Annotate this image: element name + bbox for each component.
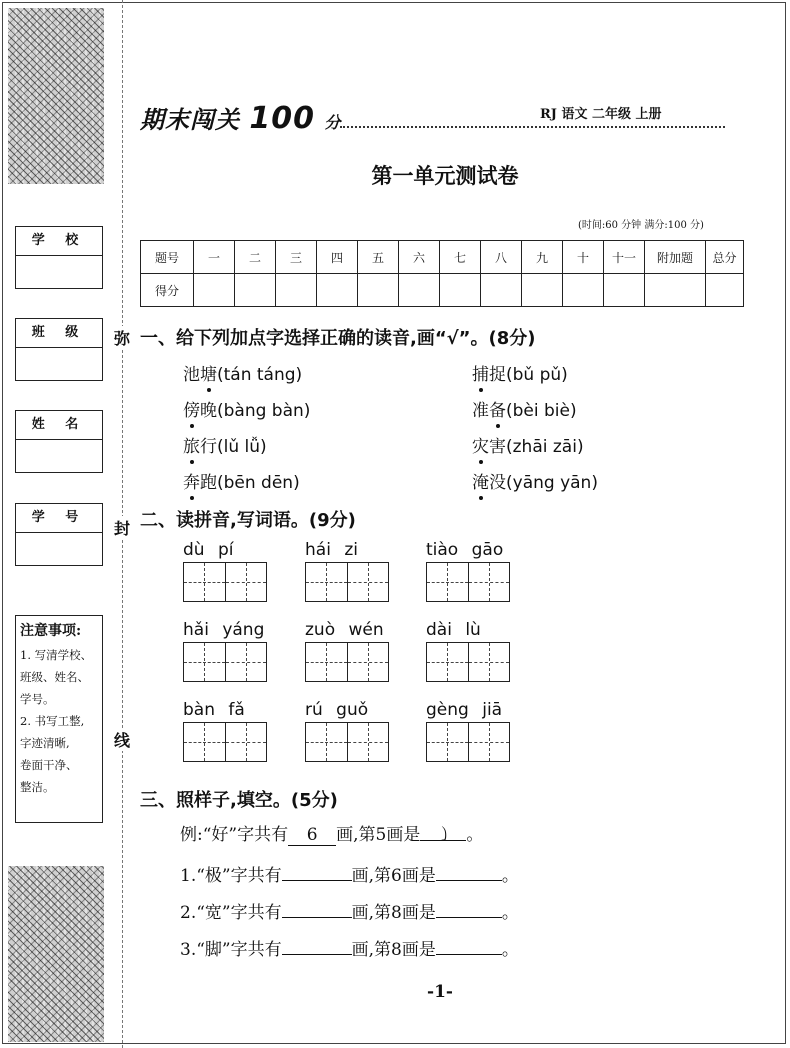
student-id-label: 学 号 (16, 504, 102, 533)
pinyin-label: gèng jiā (426, 700, 503, 720)
pinyin-label: tiào gāo (426, 540, 504, 560)
score-cell[interactable] (317, 274, 358, 307)
example-mid: 画,第5画是 (336, 825, 421, 845)
score-header-cell: 三 (276, 241, 317, 274)
writing-grid[interactable] (305, 642, 389, 682)
pronunciation-item (472, 360, 568, 385)
pinyin-options[interactable]: (yāng yān) (506, 473, 598, 493)
dotted-char: 奔 (183, 468, 200, 493)
dotted-char: 旅 (183, 432, 200, 457)
pinyin-options[interactable]: (tán táng) (217, 365, 303, 385)
score-cell[interactable] (706, 274, 744, 307)
school-field[interactable] (15, 226, 103, 289)
seal-char-xian: 线 (112, 728, 132, 751)
stroke-blank[interactable] (436, 934, 502, 955)
score-header-cell: 附加题 (645, 241, 706, 274)
pinyin-word (426, 700, 510, 762)
score-header-cell: 八 (481, 241, 522, 274)
score-cell[interactable] (604, 274, 645, 307)
edition-label: RJ 语文 二年级 上册 (540, 107, 662, 122)
score-header-cell: 五 (358, 241, 399, 274)
score-cell[interactable] (358, 274, 399, 307)
pinyin-label: zuò wén (305, 620, 384, 640)
score-cell[interactable] (645, 274, 706, 307)
pinyin-word (183, 540, 267, 602)
fill-pre: 2.“宽”字共有 (180, 903, 282, 923)
dotted-char: 捕 (472, 360, 489, 385)
pinyin-word (305, 700, 389, 762)
score-cell[interactable] (194, 274, 235, 307)
fill-mid: 画,第8画是 (351, 940, 436, 960)
notes-line: 1. 写清学校、 (20, 648, 93, 662)
fill-end: 。 (501, 903, 519, 923)
score-cell[interactable] (276, 274, 317, 307)
pinyin-word (305, 540, 389, 602)
decorative-pattern-bottom (8, 866, 104, 1042)
pinyin-word (183, 700, 267, 762)
score-header-cell: 二 (235, 241, 276, 274)
class-blank[interactable] (16, 348, 102, 380)
item-char: 跑 (200, 473, 217, 493)
notes-line: 卷面干净、 (20, 758, 78, 772)
section3-heading: 三、照样子,填空。(5分) (140, 790, 338, 811)
seal-char-feng: 封 (112, 516, 132, 539)
class-label: 班 级 (16, 319, 102, 348)
section2-heading: 二、读拼音,写词语。(9分) (140, 510, 356, 531)
fill-line (180, 934, 519, 960)
writing-grid[interactable] (305, 562, 389, 602)
stroke-blank[interactable] (436, 897, 502, 918)
pronunciation-item (183, 468, 300, 493)
score-cell[interactable] (440, 274, 481, 307)
seal-char-mi: 弥 (112, 326, 132, 349)
class-field[interactable] (15, 318, 103, 381)
pinyin-options[interactable]: (bǔ pǔ) (506, 365, 568, 385)
example-line (180, 820, 483, 846)
time-info: (时间:60 分钟 满分:100 分) (578, 220, 704, 231)
score-table-score-row (141, 274, 744, 307)
name-field[interactable] (15, 410, 103, 473)
stroke-count-blank[interactable] (282, 860, 352, 881)
fill-end: 。 (501, 866, 519, 886)
pronunciation-item (472, 468, 598, 493)
score-header-cell: 题号 (141, 241, 194, 274)
pinyin-word (305, 620, 389, 682)
writing-grid[interactable] (183, 722, 267, 762)
school-label: 学 校 (16, 227, 102, 256)
decorative-pattern-top (8, 8, 104, 184)
score-header-cell: 四 (317, 241, 358, 274)
student-id-blank[interactable] (16, 533, 102, 565)
name-label: 姓 名 (16, 411, 102, 440)
dotted-char: 塘 (200, 360, 217, 385)
fill-mid: 画,第8画是 (351, 903, 436, 923)
score-cell[interactable] (481, 274, 522, 307)
page-number: -1- (427, 982, 453, 1002)
pinyin-label: hái zi (305, 540, 358, 560)
pinyin-options[interactable]: (lǔ lǚ) (217, 437, 267, 457)
score-row-label: 得分 (141, 274, 194, 307)
pinyin-options[interactable]: (bàng bàn) (217, 401, 311, 421)
fill-end: 。 (501, 940, 519, 960)
score-header-cell: 六 (399, 241, 440, 274)
pinyin-options[interactable]: (bèi biè) (506, 401, 577, 421)
writing-grid[interactable] (426, 642, 510, 682)
pronunciation-item (472, 396, 577, 421)
pronunciation-item (183, 360, 302, 385)
notes-line: 字迹清晰, (20, 736, 70, 750)
score-cell[interactable] (399, 274, 440, 307)
pinyin-label: dài lù (426, 620, 481, 640)
writing-grid[interactable] (426, 562, 510, 602)
pinyin-options[interactable]: (zhāi zāi) (506, 437, 584, 457)
score-header-cell: 总分 (706, 241, 744, 274)
example-end: 。 (466, 825, 484, 845)
pinyin-word (426, 620, 510, 682)
dotted-char: 傍 (183, 396, 200, 421)
section1-heading: 一、给下列加点字选择正确的读音,画“√”。(8分) (140, 328, 536, 349)
writing-grid[interactable] (183, 562, 267, 602)
item-char: 准 (472, 401, 489, 421)
pinyin-word (183, 620, 267, 682)
header-dotted-rule (340, 126, 725, 128)
fill-mid: 画,第6画是 (351, 866, 436, 886)
pronunciation-item (183, 432, 267, 457)
example-count: 6 (288, 825, 336, 846)
dotted-char: 备 (489, 396, 506, 421)
score-cell[interactable] (563, 274, 604, 307)
stroke-count-blank[interactable] (282, 934, 352, 955)
pinyin-label: rú guǒ (305, 700, 369, 720)
notes-box (15, 615, 103, 823)
logo-unit: 分 (324, 113, 342, 132)
writing-grid[interactable] (183, 642, 267, 682)
fill-line (180, 860, 519, 886)
score-table (140, 240, 744, 307)
logo-number: 100 (249, 101, 315, 136)
score-header-cell: 十一 (604, 241, 645, 274)
fill-line (180, 897, 519, 923)
notes-line: 2. 书写工整, (20, 714, 85, 728)
score-cell[interactable] (235, 274, 276, 307)
notes-line: 整洁。 (20, 780, 55, 794)
brand-logo (140, 100, 341, 136)
example-stroke: ㇁ (420, 820, 466, 841)
item-char: 害 (489, 437, 506, 457)
notes-title: 注意事项: (20, 623, 82, 639)
writing-grid[interactable] (305, 722, 389, 762)
logo-text: 期末闯关 (140, 106, 240, 134)
item-char: 池 (183, 365, 200, 385)
item-char: 没 (489, 473, 506, 493)
pinyin-label: bàn fǎ (183, 700, 245, 720)
notes-line: 班级、姓名、 (20, 670, 89, 684)
pinyin-label: dù pí (183, 540, 234, 560)
notes-line: 学号。 (20, 692, 55, 706)
page-title: 第一单元测试卷 (371, 163, 519, 188)
score-header-cell: 七 (440, 241, 481, 274)
writing-grid[interactable] (426, 722, 510, 762)
student-id-field[interactable] (15, 503, 103, 566)
dotted-char: 灾 (472, 432, 489, 457)
school-blank[interactable] (16, 256, 102, 288)
fill-pre: 1.“极”字共有 (180, 866, 282, 886)
item-char: 捉 (489, 365, 506, 385)
stroke-blank[interactable] (436, 860, 502, 881)
score-header-cell: 十 (563, 241, 604, 274)
pinyin-label: hǎi yáng (183, 620, 265, 640)
score-table-header-row (141, 241, 744, 274)
score-header-cell: 九 (522, 241, 563, 274)
stroke-count-blank[interactable] (282, 897, 352, 918)
example-pre: 例:“好”字共有 (180, 825, 289, 845)
name-blank[interactable] (16, 440, 102, 472)
score-header-cell: 一 (194, 241, 235, 274)
dotted-char: 淹 (472, 468, 489, 493)
pinyin-word (426, 540, 510, 602)
pronunciation-item (183, 396, 310, 421)
item-char: 行 (200, 437, 217, 457)
fill-pre: 3.“脚”字共有 (180, 940, 282, 960)
item-char: 晚 (200, 401, 217, 421)
pronunciation-item (472, 432, 584, 457)
score-cell[interactable] (522, 274, 563, 307)
pinyin-options[interactable]: (bēn dēn) (217, 473, 300, 493)
